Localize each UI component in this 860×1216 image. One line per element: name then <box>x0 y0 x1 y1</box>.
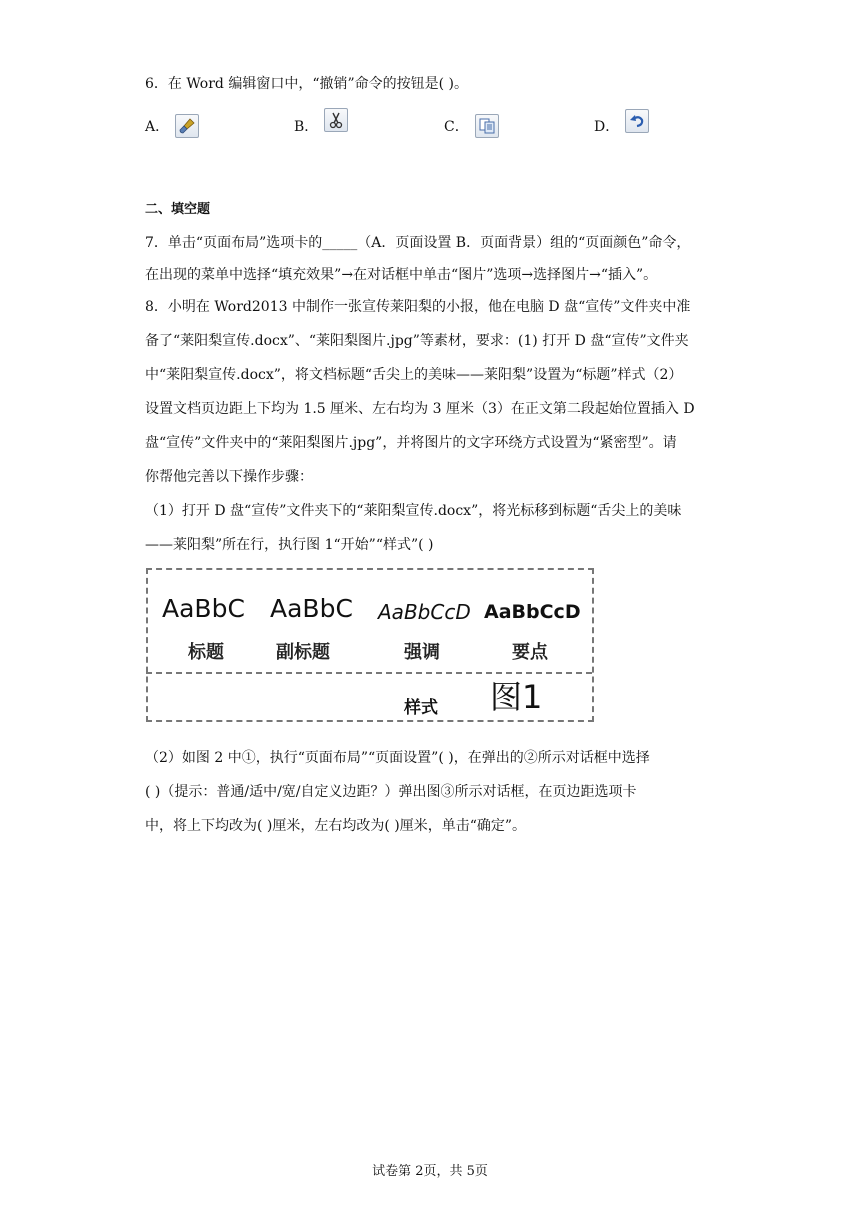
question-8-line-1: 8．小明在 Word2013 中制作一张宣传莱阳梨的小报，他在电脑 D 盘“宣传”文件夹中准 <box>145 299 691 315</box>
question-7-line-1: 7．单击“页面布局”选项卡的_____（A．页面设置 B．页面背景）组的“页面颜色”命令， <box>145 235 691 251</box>
question-8-step2-line-1: （2）如图 2 中①，执行“页面布局”“页面设置”( )，在弹出的②所示对话框中选择 <box>145 750 650 766</box>
option-a-label: A． <box>145 119 170 135</box>
option-c-label: C． <box>444 119 469 135</box>
style-name-strong: 要点 <box>512 642 548 663</box>
question-8-line-3: 中“莱阳梨宣传.docx”，将文档标题“舌尖上的美味——莱阳梨”设置为“标题”样式（2） <box>145 367 683 383</box>
question-8-line-2: 备了“莱阳梨宣传.docx”、“莱阳梨图片.jpg”等素材，要求：(1) 打开 D 盘“宣传”文件夹 <box>145 333 689 349</box>
option-a[interactable] <box>145 114 199 138</box>
question-8-line-8: ——莱阳梨”所在行，执行图 1“开始”“样式”( ) <box>145 537 434 553</box>
option-c[interactable] <box>444 114 499 138</box>
styles-group-label: 样式 <box>404 698 438 718</box>
page-footer: 试卷第 2页，共 5页 <box>372 1164 488 1179</box>
style-sample-strong[interactable]: AaBbCcD <box>484 601 581 623</box>
question-8-line-6: 你帮他完善以下操作步骤： <box>145 469 313 485</box>
scissors-icon <box>324 108 348 132</box>
option-d[interactable] <box>594 114 649 138</box>
question-8-line-4: 设置文档页边距上下均为 1.5 厘米、左右均为 3 厘米（3）在正文第二段起始位置插入 D <box>145 401 695 417</box>
option-d-label: D． <box>594 119 620 135</box>
style-sample-title[interactable]: AaBbC <box>162 594 245 623</box>
figure-1-styles-gallery <box>146 568 592 722</box>
question-8-step2-line-2: ( )（提示：普通/适中/宽/自定义边距？）弹出图③所示对话框，在页边距选项卡 <box>145 784 637 800</box>
style-sample-subtitle[interactable]: AaBbC <box>270 594 353 623</box>
style-name-subtitle: 副标题 <box>276 642 330 663</box>
option-b-label: B． <box>294 119 319 135</box>
question-6-text: 6．在 Word 编辑窗口中，“撤销”命令的按钮是( )。 <box>145 76 469 92</box>
question-7-line-2: 在出现的菜单中选择“填充效果”→在对话框中单击“图片”选项→选择图片→“插入”。 <box>145 267 658 283</box>
question-8-line-7: （1）打开 D 盘“宣传”文件夹下的“莱阳梨宣传.docx”，将光标移到标题“舌尖上的美味 <box>145 503 682 519</box>
question-8-line-5: 盘“宣传”文件夹中的“莱阳梨图片.jpg”，并将图片的文字环绕方式设置为“紧密型”。请 <box>145 435 677 451</box>
section-title: 二、填空题 <box>145 202 211 217</box>
brush-icon <box>175 114 199 138</box>
figure-1-label: 图1 <box>490 678 543 716</box>
question-8-step2-line-3: 中，将上下均改为( )厘米，左右均改为( )厘米，单击“确定”。 <box>145 818 527 834</box>
style-name-emphasis: 强调 <box>404 642 440 663</box>
style-sample-emphasis[interactable]: AaBbCcD <box>378 600 471 624</box>
option-b[interactable] <box>294 114 348 138</box>
copy-icon <box>475 114 499 138</box>
undo-icon <box>625 109 649 133</box>
style-name-title: 标题 <box>188 642 224 663</box>
